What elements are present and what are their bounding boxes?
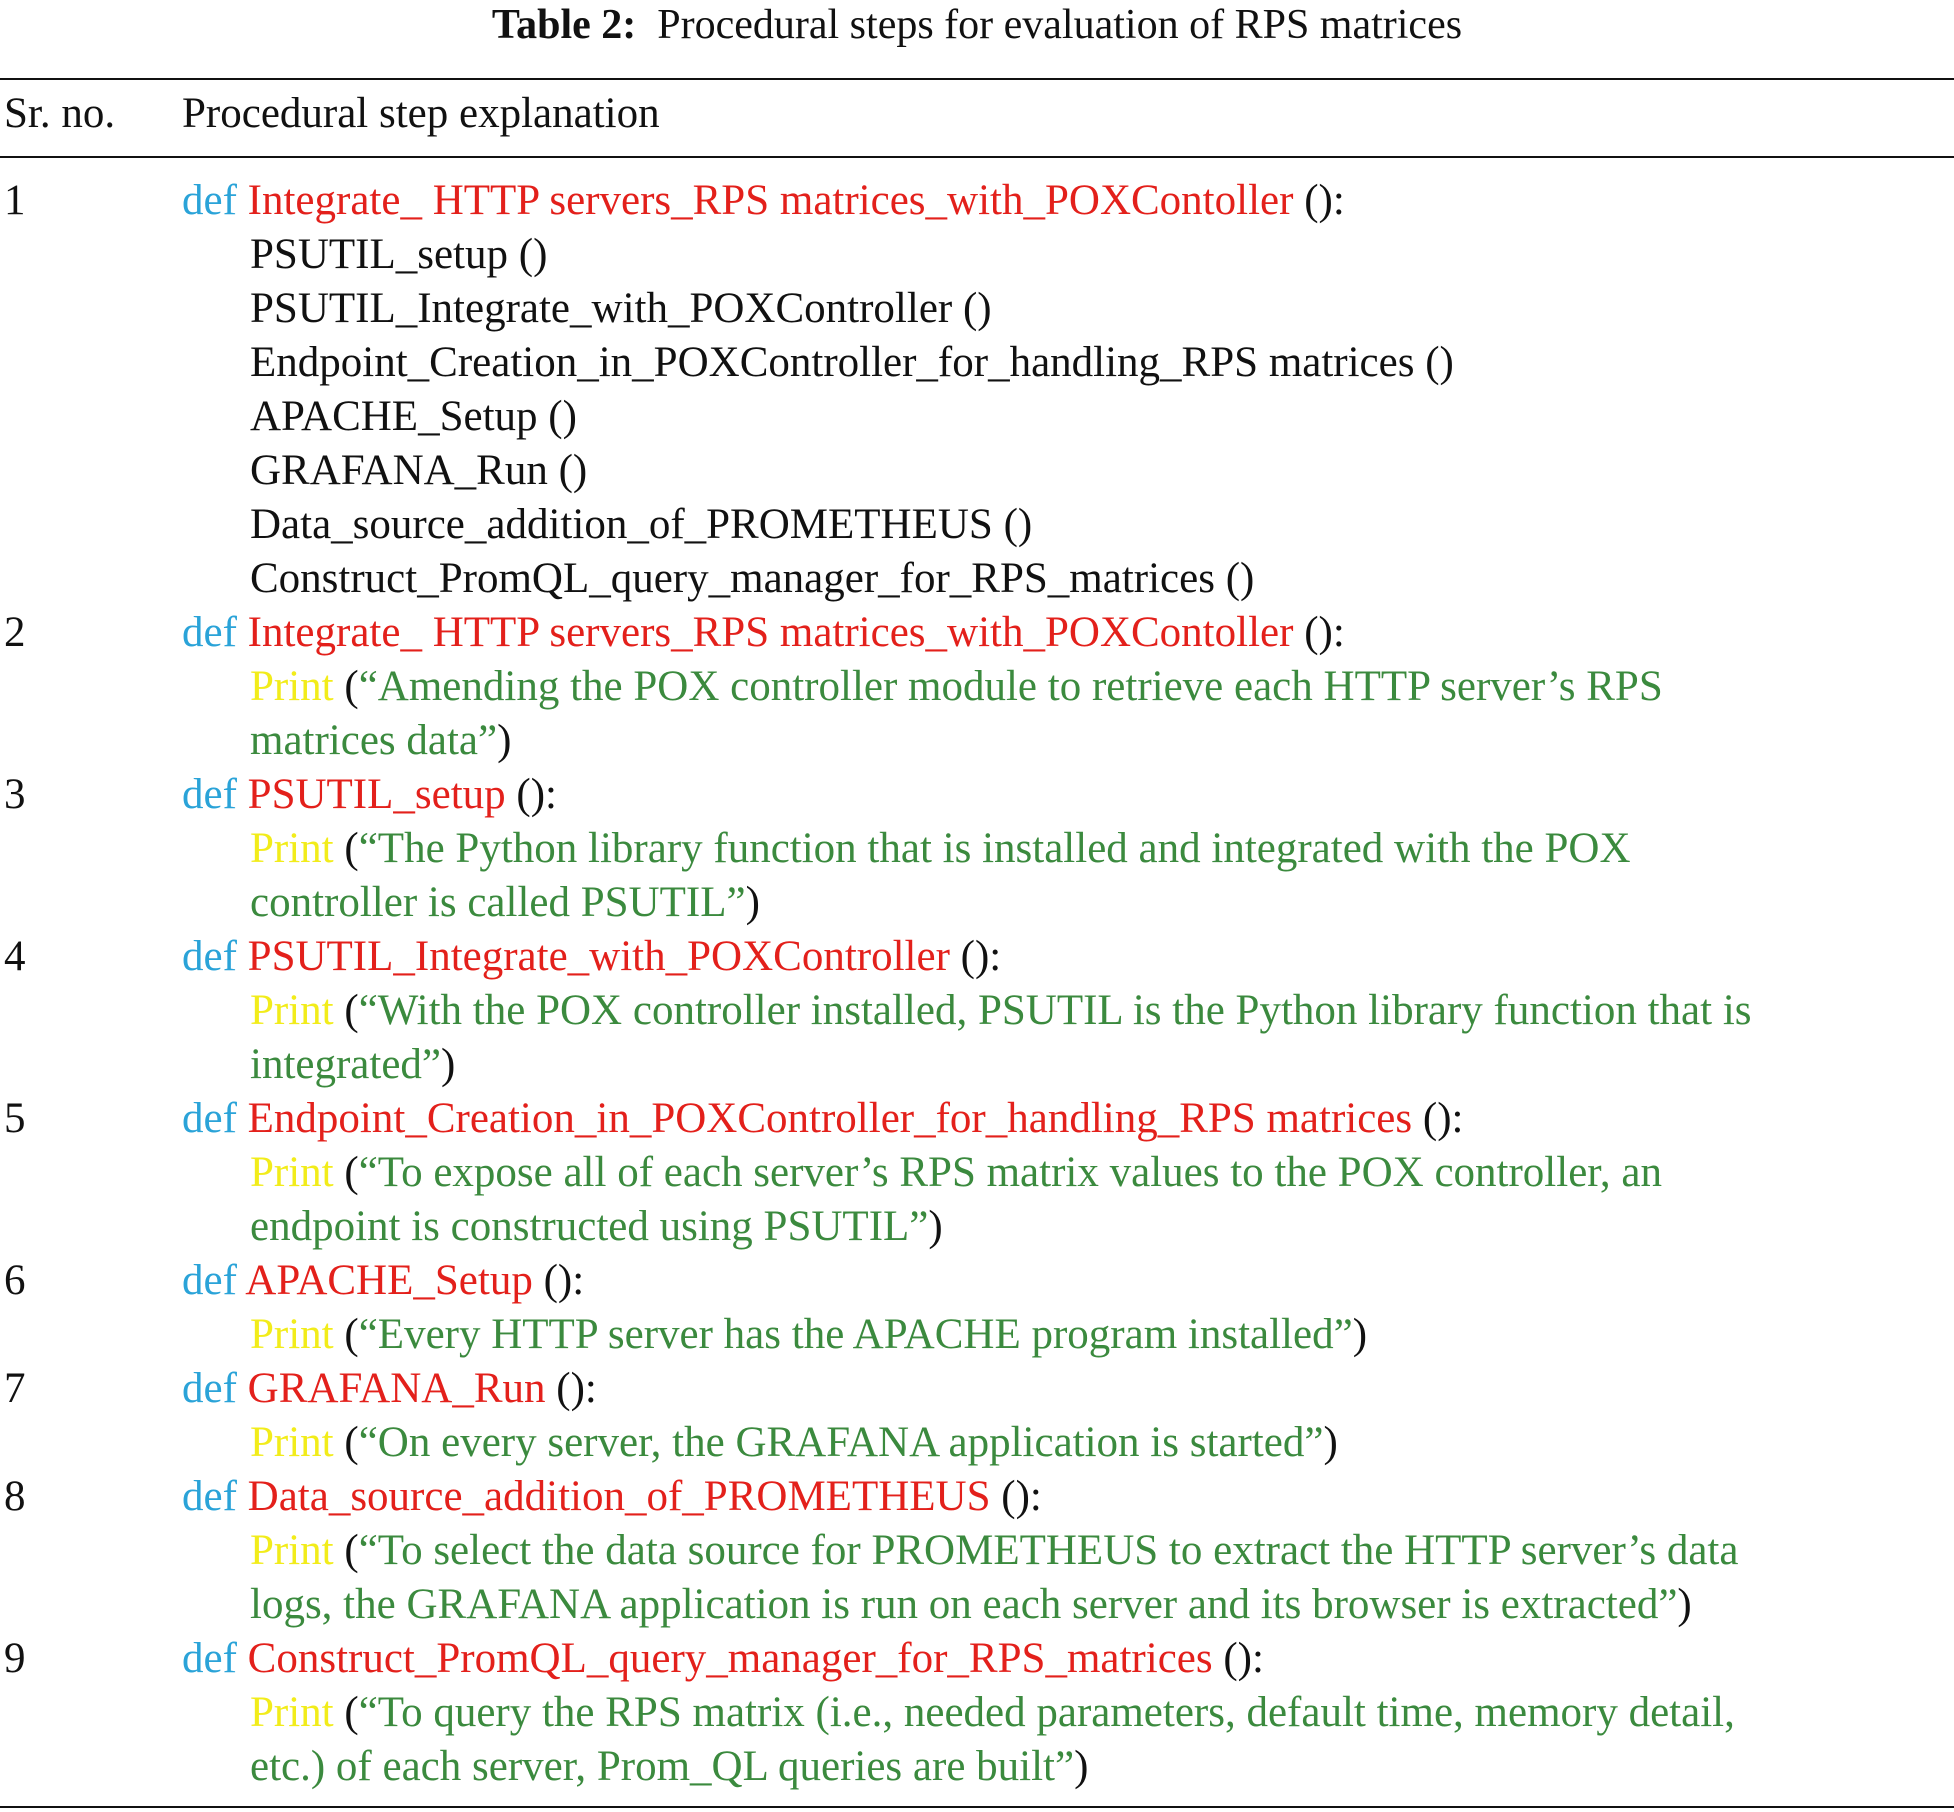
function-name: APACHE_Setup [245,1257,533,1304]
open-paren: ( [333,663,359,710]
function-name: PSUTIL_Integrate_with_POXController [247,933,950,980]
print-keyword: Print [250,1689,334,1736]
print-string: “On every server, the GRAFANA application is started” [358,1419,1324,1466]
print-string: integrated” [250,1041,442,1088]
call-line [250,282,992,336]
table-row [0,1092,1954,1254]
print-keyword: Print [250,825,334,872]
call-text: GRAFANA_Run () [250,447,588,494]
call-text: Endpoint_Creation_in_POXController_for_handling_RPS matrices () [250,339,1454,386]
header-sr-no: Sr. no. [4,90,116,137]
close-paren: ) [1352,1311,1368,1358]
print-line [250,822,1631,876]
close-paren: ) [745,879,760,926]
table-row [0,768,1954,930]
function-signature: (): [545,1365,597,1412]
open-paren: ( [333,1689,359,1736]
row-number: 2 [4,609,26,656]
print-string: endpoint is constructed using PSUTIL” [250,1203,929,1250]
print-string: “To expose all of each server’s RPS matrix values to the POX controller, an [358,1149,1662,1196]
function-signature: (): [990,1473,1042,1520]
print-line [250,1740,1088,1794]
print-line [250,660,1663,714]
bottom-rule [0,1806,1954,1808]
print-keyword: Print [250,1149,334,1196]
def-keyword: def [182,1257,237,1304]
call-text: PSUTIL_Integrate_with_POXController () [250,285,992,332]
table-row [0,174,1954,606]
print-keyword: Print [250,1311,334,1358]
function-name: GRAFANA_Run [247,1365,546,1412]
row-number: 8 [4,1473,26,1520]
function-name: Integrate_ HTTP servers_RPS matrices_with_POXContoller [247,609,1294,656]
close-paren: ) [1323,1419,1338,1466]
print-line [250,1578,1692,1632]
function-signature: (): [1293,609,1345,656]
print-keyword: Print [250,1527,334,1574]
call-line [250,444,587,498]
def-line [182,1092,1463,1146]
print-keyword: Print [250,1419,334,1466]
close-paren: ) [441,1041,456,1088]
function-signature: (): [1412,1095,1464,1142]
function-signature: (): [505,771,557,818]
print-string: logs, the GRAFANA application is run on each server and its browser is extracted” [250,1581,1678,1628]
print-string: “Amending the POX controller module to retrieve each HTTP server’s RPS [358,663,1663,710]
row-number: 5 [4,1095,26,1142]
function-signature: (): [949,933,1002,980]
call-text: Construct_PromQL_query_manager_for_RPS_matrices () [250,555,1255,602]
row-number: 3 [4,771,26,818]
def-keyword: def [182,1365,237,1412]
def-line [182,606,1345,660]
call-line [250,390,577,444]
def-keyword: def [182,177,237,224]
table-row [0,1632,1954,1794]
print-line [250,1038,455,1092]
header-rule [0,156,1954,158]
print-line [250,1686,1735,1740]
def-line [182,1470,1042,1524]
row-number: 6 [4,1257,26,1304]
print-string: “With the POX controller installed, PSUTIL is the Python library function that is [358,987,1752,1034]
def-line [182,768,557,822]
def-keyword: def [182,1095,237,1142]
print-string: matrices data” [250,717,498,764]
table-row [0,930,1954,1092]
close-paren: ) [1074,1743,1089,1790]
def-keyword: def [182,771,237,818]
function-signature: (): [532,1257,585,1304]
table-row [0,1470,1954,1632]
print-string: “To select the data source for PROMETHEUS to extract the HTTP server’s data [358,1527,1739,1574]
open-paren: ( [333,987,359,1034]
print-keyword: Print [250,663,334,710]
table-label: Table 2: [491,2,637,48]
print-string: etc.) of each server, Prom_QL queries are built” [250,1743,1075,1790]
print-line [250,1200,943,1254]
function-name: Integrate_ HTTP servers_RPS matrices_with_POXContoller [247,177,1294,224]
row-number: 7 [4,1365,26,1412]
print-string: controller is called PSUTIL” [250,879,746,926]
print-keyword: Print [250,987,334,1034]
call-text: APACHE_Setup () [250,393,577,440]
def-keyword: def [182,933,237,980]
def-keyword: def [182,609,237,656]
print-line [250,714,511,768]
open-paren: ( [333,825,359,872]
function-name: Data_source_addition_of_PROMETHEUS [247,1473,991,1520]
open-paren: ( [333,1527,359,1574]
print-line [250,984,1752,1038]
close-paren: ) [1677,1581,1692,1628]
print-line [250,1524,1738,1578]
table-row [0,1254,1954,1362]
def-keyword: def [182,1635,237,1682]
table-row [0,606,1954,768]
def-line [182,1632,1264,1686]
print-line [250,1416,1338,1470]
close-paren: ) [928,1203,943,1250]
call-line [250,498,1032,552]
function-name: Endpoint_Creation_in_POXController_for_handling_RPS matrices [247,1095,1413,1142]
def-line [182,174,1345,228]
def-line [182,930,1001,984]
print-string: “Every HTTP server has the APACHE program installed” [358,1311,1353,1358]
print-string: “To query the RPS matrix (i.e., needed parameters, default time, memory detail, [358,1689,1735,1736]
print-string: “The Python library function that is installed and integrated with the POX [358,825,1631,872]
def-keyword: def [182,1473,237,1520]
table-caption [0,0,1954,50]
row-number: 9 [4,1635,26,1682]
row-number: 1 [4,177,26,224]
function-name: Construct_PromQL_query_manager_for_RPS_matrices [247,1635,1213,1682]
header-step-explanation: Procedural step explanation [182,90,660,137]
def-line [182,1254,584,1308]
print-line [250,876,760,930]
call-line [250,552,1254,606]
top-rule [0,78,1954,80]
table-row [0,1362,1954,1470]
print-line [250,1146,1662,1200]
table-title: Procedural steps for evaluation of RPS matrices [657,2,1463,48]
call-line [250,336,1454,390]
open-paren: ( [333,1311,359,1358]
call-line [250,228,547,282]
function-signature: (): [1212,1635,1264,1682]
call-text: Data_source_addition_of_PROMETHEUS () [250,501,1033,548]
def-line [182,1362,597,1416]
close-paren: ) [497,717,512,764]
print-line [250,1308,1367,1362]
open-paren: ( [333,1419,359,1466]
function-name: PSUTIL_setup [247,771,506,818]
row-number: 4 [4,933,26,980]
call-text: PSUTIL_setup () [250,231,548,278]
open-paren: ( [333,1149,359,1196]
function-signature: (): [1293,177,1345,224]
